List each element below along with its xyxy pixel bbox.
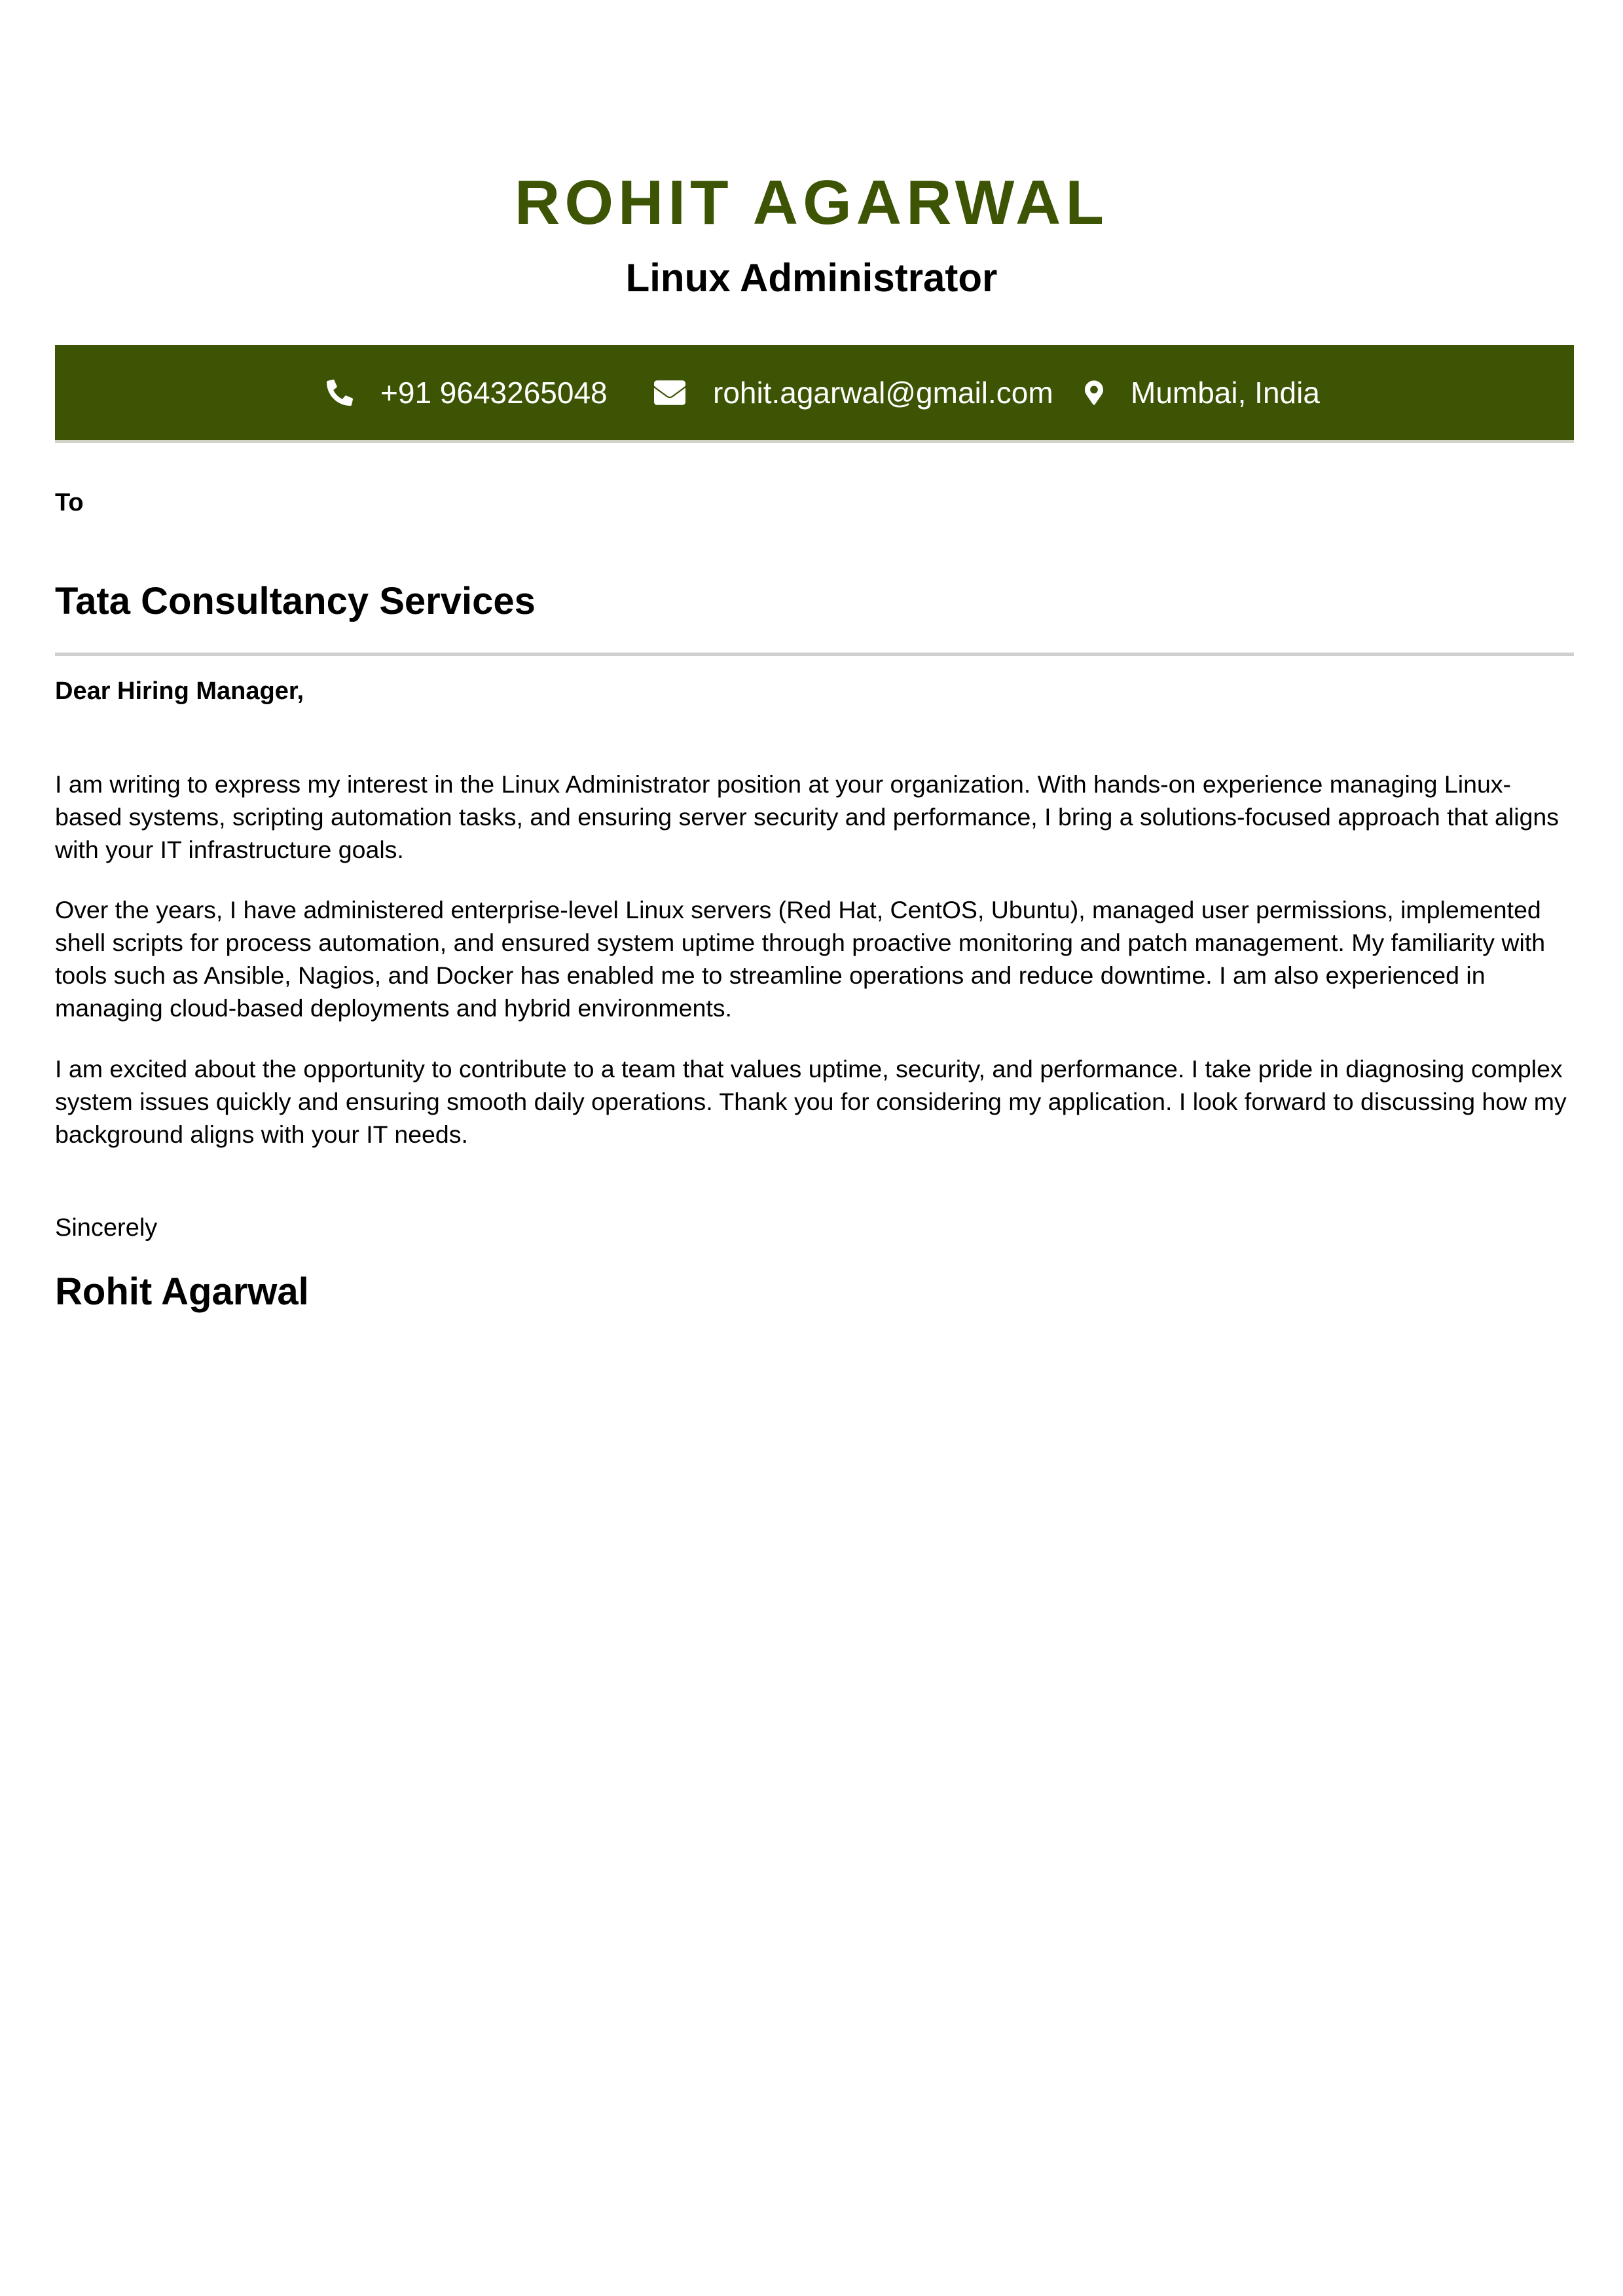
location-text: Mumbai, India bbox=[1131, 375, 1320, 410]
section-divider bbox=[55, 653, 1574, 656]
phone-icon bbox=[327, 380, 353, 406]
contact-location bbox=[1085, 345, 1320, 440]
map-marker-icon bbox=[1085, 380, 1103, 406]
envelope-icon bbox=[654, 380, 685, 406]
phone-number: +91 9643265048 bbox=[380, 375, 608, 410]
recipient-to-label: To bbox=[55, 489, 84, 516]
job-title: Linux Administrator bbox=[625, 256, 998, 300]
letter-paragraph: I am excited about the opportunity to contribute to a team that values uptime, security, and performance. I take pride in diagnosing complex system issues quickly and ensuring smooth daily operations. Thank you for considering my application. I look forward to discussing how my background aligns with your IT needs. bbox=[55, 1055, 1567, 1148]
contact-email bbox=[654, 345, 1053, 440]
signature-name: Rohit Agarwal bbox=[55, 1270, 309, 1313]
letter-paragraph: I am writing to express my interest in the Linux Administrator position at your organization. With hands-on experience managing Linux-based systems, scripting automation tasks, and ensuring server security and performance, I bring a solutions-focused approach that aligns with your IT infrastructure goals. bbox=[55, 770, 1559, 863]
recipient-company: Tata Consultancy Services bbox=[55, 580, 536, 622]
applicant-name: ROHIT AGARWAL bbox=[515, 168, 1108, 238]
closing: Sincerely bbox=[55, 1214, 158, 1242]
salutation: Dear Hiring Manager, bbox=[55, 677, 304, 705]
email-address: rohit.agarwal@gmail.com bbox=[713, 375, 1053, 410]
contact-bar bbox=[55, 345, 1574, 443]
letter-paragraph: Over the years, I have administered enterprise-level Linux servers (Red Hat, CentOS, Ubuntu), managed user permissions, implemented shell scripts for process automation, and ensured system uptime through proactive monitoring and patch management. My familiarity with tools such as Ansible, Nagios, and Docker has enabled me to streamline operations and reduce downtime. I am also experienced in managing cloud-based deployments and hybrid environments. bbox=[55, 896, 1546, 1022]
contact-phone bbox=[327, 345, 608, 440]
